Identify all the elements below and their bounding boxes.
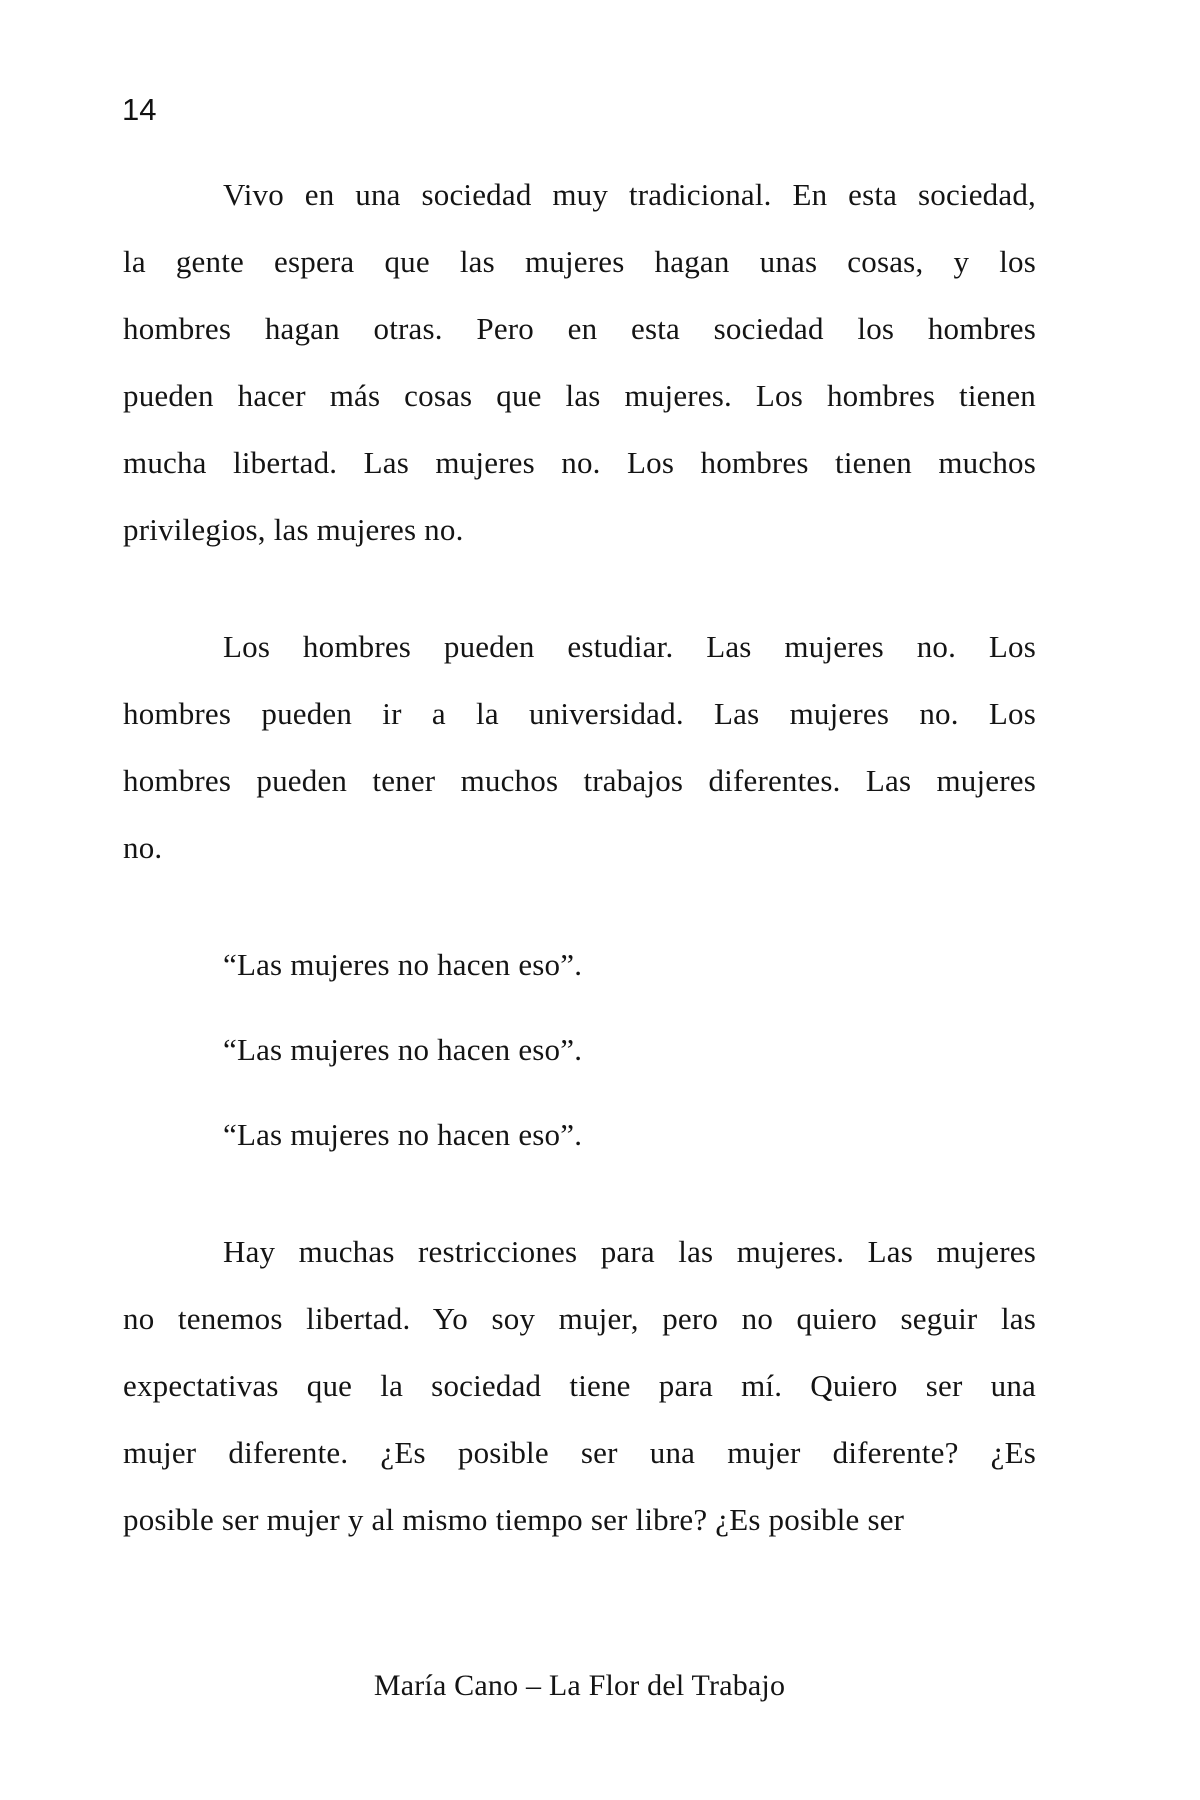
footer-running-title: María Cano – La Flor del Trabajo [373, 1669, 786, 1702]
page-number: 14 [122, 92, 157, 127]
quote-paragraph [123, 931, 1036, 998]
body-paragraph [123, 1186, 1036, 1553]
body-paragraph [123, 161, 1036, 563]
text-line: no. [123, 830, 163, 865]
text-line: hombres pueden ir a la universidad. Las mujeres no. Los [123, 696, 1036, 731]
quote-paragraph [123, 1016, 1036, 1083]
quote-line: “Las mujeres no hacen eso”. [223, 947, 583, 982]
page-content [123, 161, 1036, 1719]
text-line: mujer diferente. ¿Es posible ser una mujer diferente? ¿Es [123, 1435, 1036, 1470]
text-line: Los hombres pueden estudiar. Las mujeres no. Los [223, 629, 1036, 664]
text-line: posible ser mujer y al mismo tiempo ser libre? ¿Es posible ser [123, 1502, 905, 1537]
text-line: mucha libertad. Las mujeres no. Los hombres tienen muchos [123, 445, 1036, 480]
quote-line: “Las mujeres no hacen eso”. [223, 1117, 583, 1152]
text-line: hombres pueden tener muchos trabajos diferentes. Las mujeres [123, 763, 1036, 798]
text-line: no tenemos libertad. Yo soy mujer, pero no quiero seguir las [123, 1301, 1036, 1336]
text-line: privilegios, las mujeres no. [123, 512, 464, 547]
text-line: Vivo en una sociedad muy tradicional. En esta sociedad, [223, 177, 1036, 212]
paragraphs [123, 161, 1036, 1553]
text-line: expectativas que la sociedad tiene para mí. Quiero ser una [123, 1368, 1036, 1403]
quote-paragraph [123, 1101, 1036, 1168]
text-line: hombres hagan otras. Pero en esta sociedad los hombres [123, 311, 1036, 346]
text-line: Hay muchas restricciones para las mujeres. Las mujeres [223, 1234, 1036, 1269]
text-line: pueden hacer más cosas que las mujeres. Los hombres tienen [123, 378, 1036, 413]
quote-line: “Las mujeres no hacen eso”. [223, 1032, 583, 1067]
body-paragraph [123, 613, 1036, 881]
text-line: la gente espera que las mujeres hagan unas cosas, y los [123, 244, 1036, 279]
